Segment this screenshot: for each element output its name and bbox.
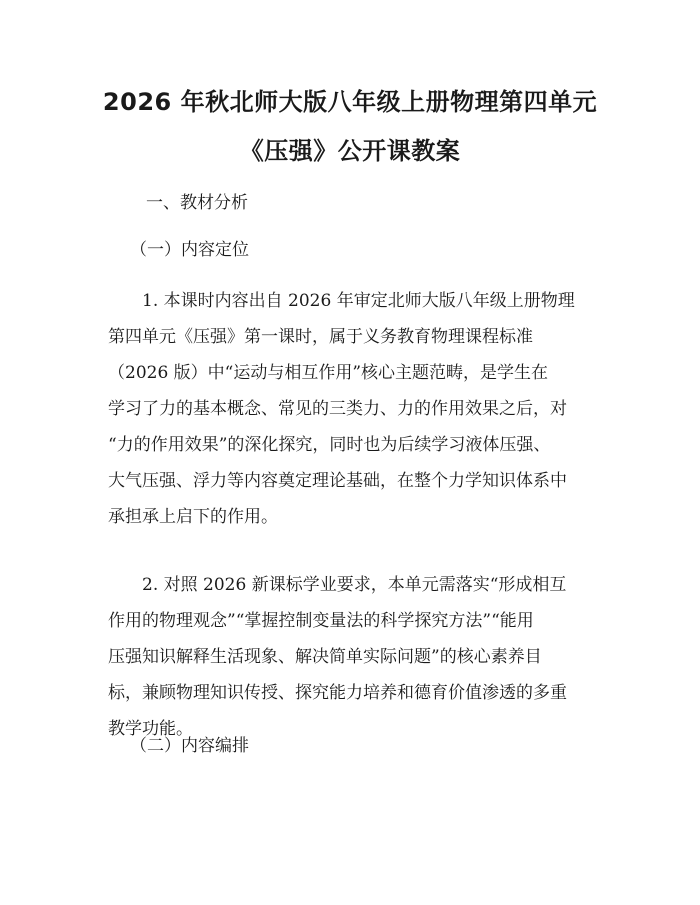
section-heading-textbook-analysis: 一、教材分析 — [146, 193, 248, 213]
paragraph-1 — [108, 283, 598, 535]
document-title-line-1: 2026 年秋北师大版八年级上册物理第四单元 — [102, 88, 598, 116]
document-title-line-2: 《压强》公开课教案 — [239, 137, 461, 165]
paragraph-1-line: “力的作用效果”的深化探究，同时也为后续学习液体压强、 — [108, 435, 551, 455]
paragraph-2-line: 标，兼顾物理知识传授、探究能力培养和德育价值渗透的多重 — [108, 683, 567, 703]
paragraph-2 — [108, 567, 598, 747]
paragraph-1-line: 第四单元《压强》第一课时，属于义务教育物理课程标准 — [108, 327, 533, 347]
paragraph-1-line: 大气压强、浮力等内容奠定理论基础，在整个力学知识体系中 — [108, 471, 567, 491]
subsection-heading-content-arrangement: （二）内容编排 — [130, 736, 249, 756]
subsection-heading-content-positioning: （一）内容定位 — [130, 240, 249, 260]
paragraph-1-line: 学习了力的基本概念、常见的三类力、力的作用效果之后，对 — [108, 399, 567, 419]
paragraph-1-line: 承担承上启下的作用。 — [108, 507, 278, 527]
paragraph-2-line: 压强知识解释生活现象、解决简单实际问题”的核心素养目 — [108, 647, 542, 667]
paragraph-1-line: 1. 本课时内容出自 2026 年审定北师大版八年级上册物理 — [142, 291, 575, 311]
paragraph-2-line: 作用的物理观念”“掌握控制变量法的科学探究方法”“能用 — [108, 611, 534, 631]
paragraph-2-line: 2. 对照 2026 新课标学业要求，本单元需落实“形成相互 — [142, 575, 567, 595]
paragraph-2-line: 教学功能。 — [108, 719, 193, 739]
paragraph-1-line: （2026 版）中“运动与相互作用”核心主题范畴，是学生在 — [108, 363, 549, 383]
